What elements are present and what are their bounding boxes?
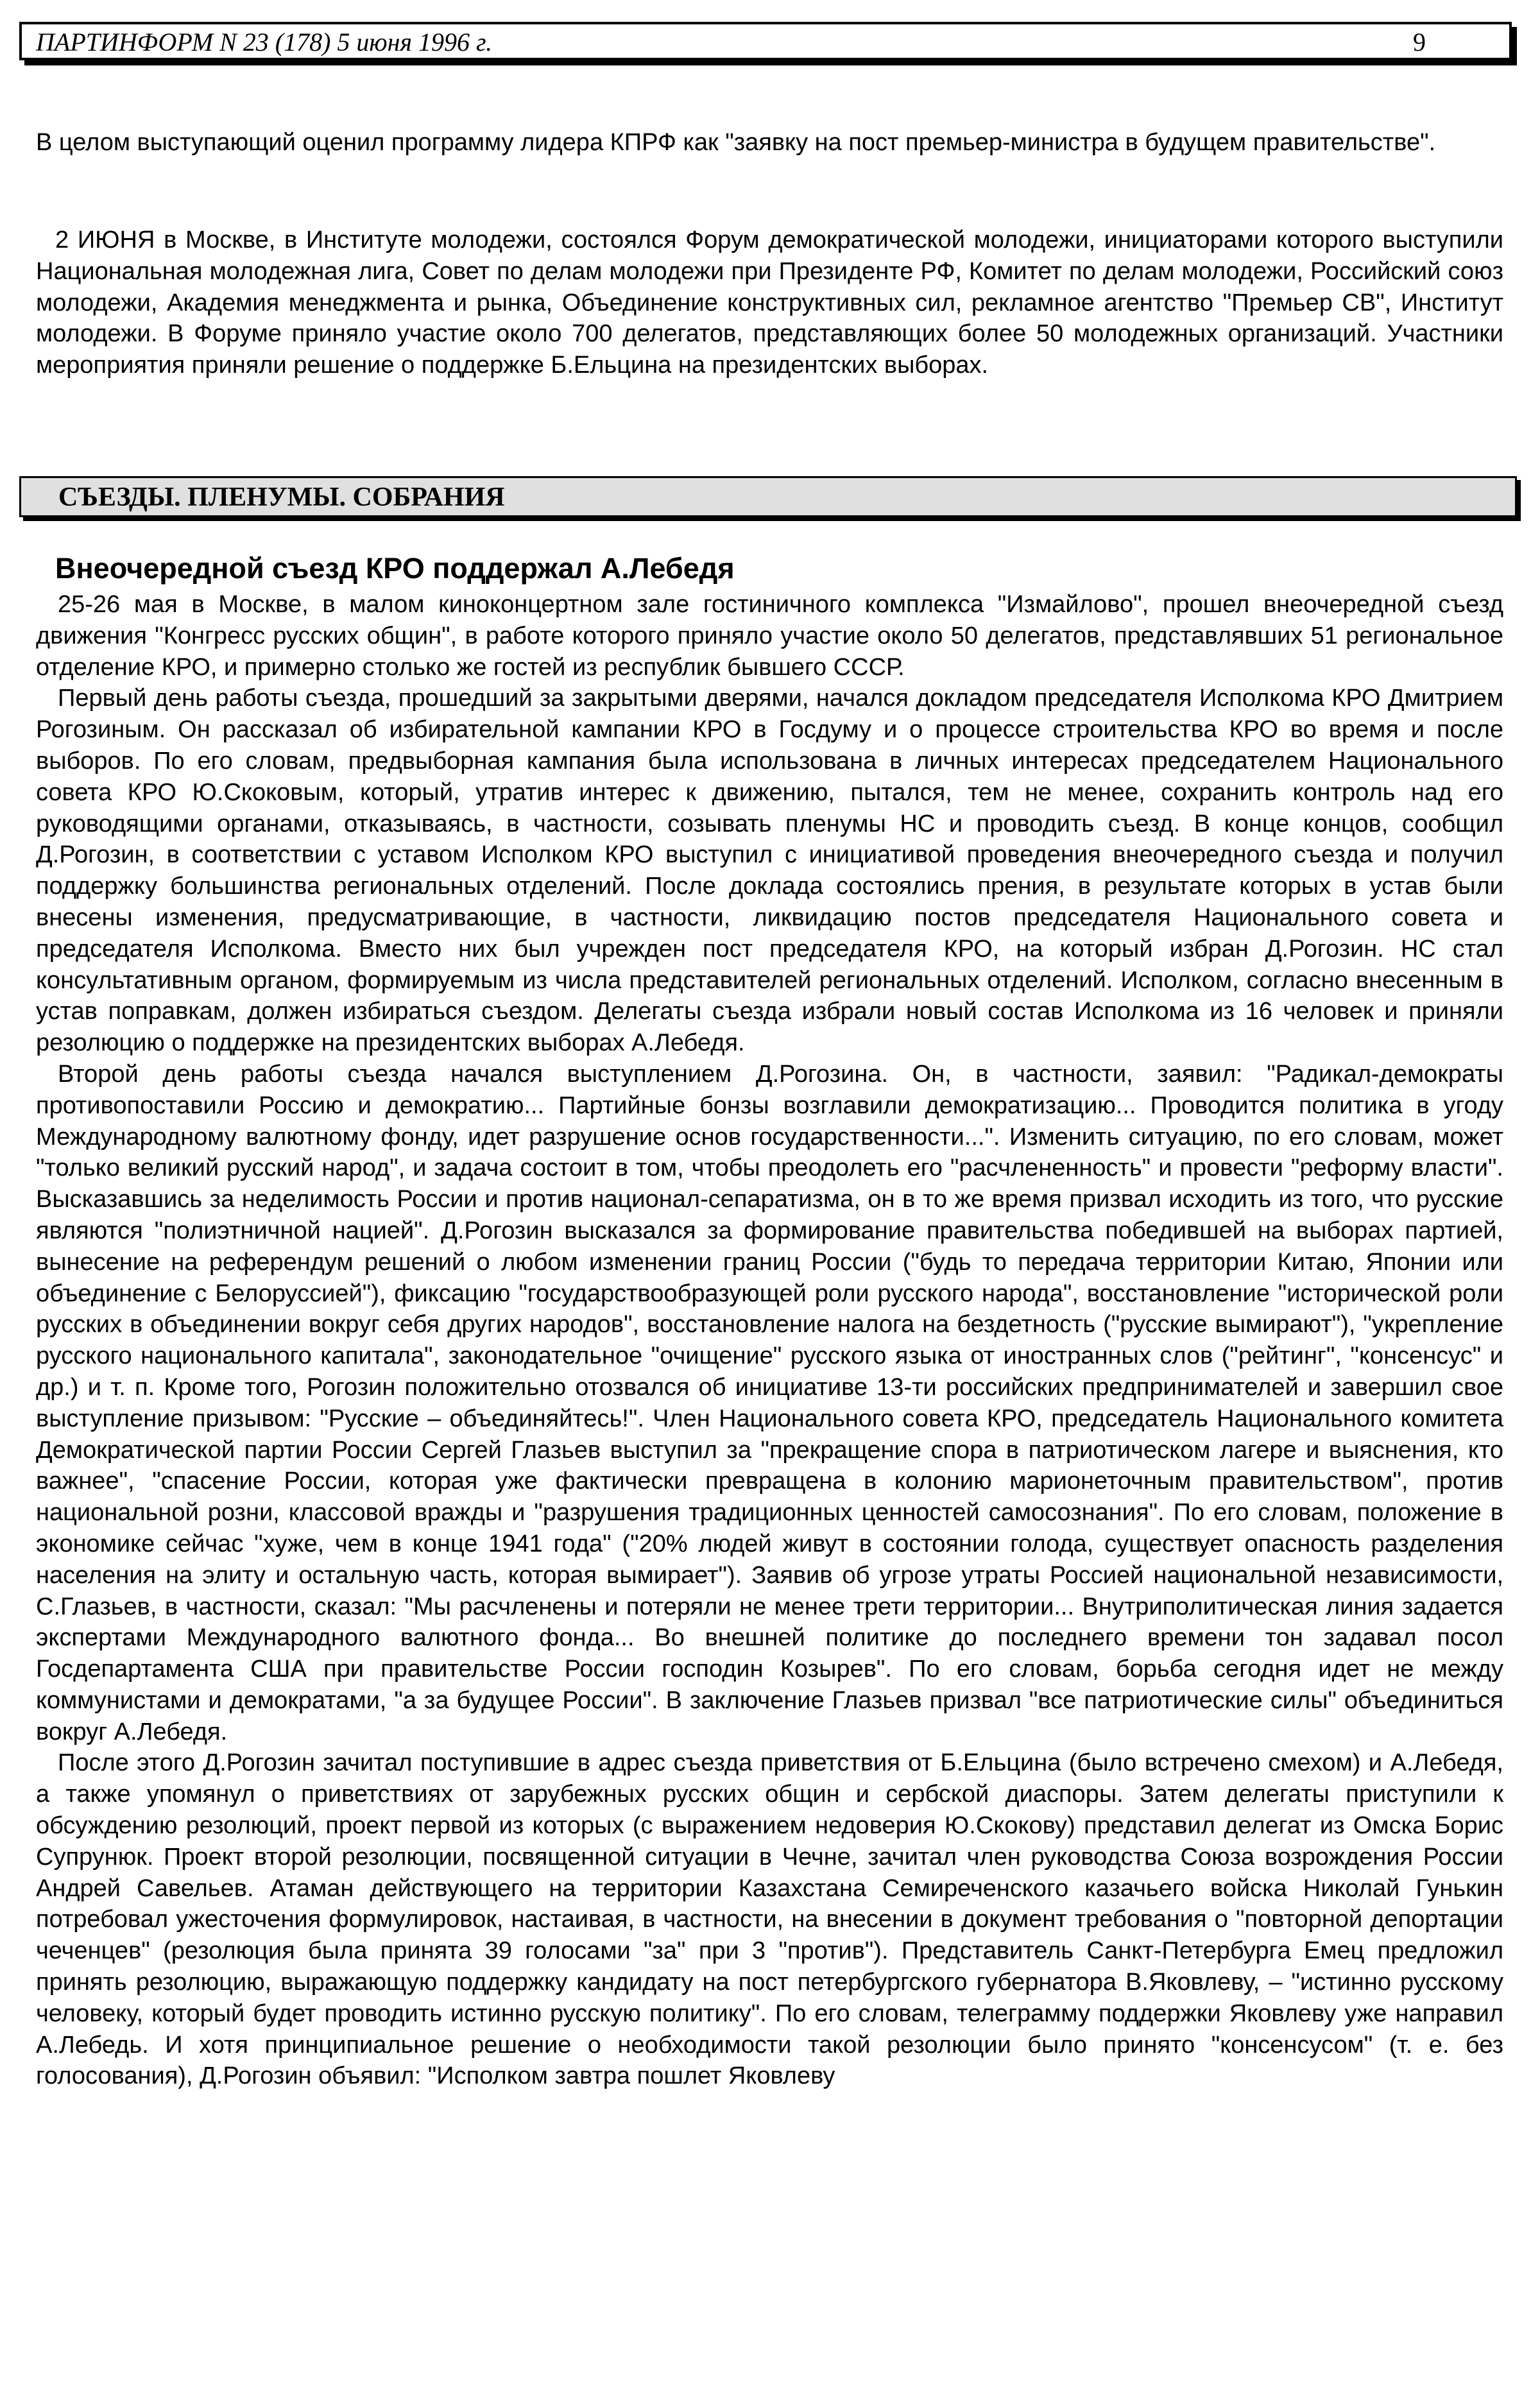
intro-paragraph-2: 2 ИЮНЯ в Москве, в Институте молодежи, состоялся Форум демократической молодежи, инициаторами которого выступили Национальная молодежная лига, Совет по делам молодежи при Президенте РФ, Комитет по делам молодежи, Российский союз молодежи, Академия менеджмента и рынка, Объединение конструктивных сил, рекламное агентство "Премьер СВ", Институт молодежи. В Форуме приняло участие около 700 делегатов, представляющих более 50 молодежных организаций. Участники мероприятия приняли решение о поддержке Б.Ельцина на президентских выборах. [36, 227, 1503, 379]
article-paragraph-3: Второй день работы съезда начался выступлением Д.Рогозина. Он, в частности, заявил: "Радикал-демократы противопоставили Россию и демократию... Партийные бонзы возглавили демократизацию... Проводится политика в угоду Международному валютному фонду, идет разрушение основ государственности...". Изменить ситуацию, по его словам, может "только великий русский народ", и задача состоит в том, чтобы преодолеть его "расчлененность" и провести "реформу власти". Высказавшись за неделимость России и против национал-сепаратизма, он в то же время призвал исходить из того, что русские являются "полиэтничной нацией". Д.Рогозин высказался за формирование правительства победившей на выборах партией, вынесение на референдум решений о любом изменении границ России ("будь то передача территории Китаю, Японии или объединение с Белоруссией"), фиксацию "государствообразующей роли русского народа", восстановление "исторической роли русских в объединении вокруг себя других народов", восстановление налога на бездетность ("русские вымирают"), "укрепление русского национального капитала", законодательное "очищение" русского языка от иностранных слов ("рейтинг", "консенсус" и др.) и т. п. Кроме того, Рогозин положительно отозвался об инициативе 13-ти российских предпринимателей и завершил свое выступление призывом: "Русские – объединяйтесь!". Член Национального совета КРО, председатель Национального комитета Демократической партии России Сергей Глазьев выступил за "прекращение спора в патриотическом лагере и выяснения, кто важнее", "спасение России, которая уже фактически превращена в колонию марионеточным правительством", против национальной розни, классовой вражды и "разрушения традиционных ценностей самосознания". По его словам, положение в экономике сейчас "хуже, чем в конце 1941 года" ("20% людей живут в состоянии голода, существует опасность разделения населения на элиту и остальную часть, которая вымирает"). Заявив об угрозе утраты Россией национальной независимости, С.Глазьев, в частности, сказал: "Мы расчленены и потеряли не менее трети территории... Внутриполитическая линия задается экспертами Международного валютного фонда... Во внешней политике до последнего времени тон задавал посол Госдепартамента США при правительстве России господин Козырев". По его словам, борьба сегодня идет не между коммунистами и демократами, "а за будущее России". В заключение Глазьев призвал "все патриотические силы" объединиться вокруг А.Лебедя. [36, 1060, 1503, 1745]
publication-title: ПАРТИНФОРМ N 23 (178) 5 июня 1996 г. [36, 28, 493, 56]
article-paragraph-2: Первый день работы съезда, прошедший за закрытыми дверями, начался докладом председателя Исполкома КРО Дмитрием Рогозиным. Он рассказал об избирательной кампании КРО в Госдуму и о процессе строительства КРО во время и после выборов. По его словам, предвыборная кампания была использована в личных интересах председателем Национального совета КРО Ю.Скоковым, который, утратив интерес к движению, пытался, тем не менее, сохранить контроль над его руководящими органами, отказываясь, в частности, созывать пленумы НС и проводить съезд. В конце концов, сообщил Д.Рогозин, в соответствии с уставом Исполком КРО выступил с инициативой проведения внеочередного съезда и получил поддержку большинства региональных отделений. После доклада состоялись прения, в результате которых в устав были внесены изменения, предусматривающие, в частности, ликвидацию постов председателя Национального совета и председателя Исполкома. Вместо них был учрежден пост председателя КРО, на который избран Д.Рогозин. НС стал консультативным органом, формируемым из числа представителей региональных отделений. Исполком, согласно внесенным в устав поправкам, должен избираться съездом. Делегаты съезда избрали новый состав Исполкома из 16 человек и приняли резолюцию о поддержке на президентских выборах А.Лебедя. [36, 685, 1503, 1057]
article-body [36, 589, 1503, 2092]
section-title: СЪЕЗДЫ. ПЛЕНУМЫ. СОБРАНИЯ [58, 483, 505, 512]
intro-paragraph-1: В целом выступающий оценил программу лидера КПРФ как "заявку на пост премьер-министра в будущем правительстве". [36, 129, 1436, 156]
section-heading-bar [19, 476, 1517, 517]
article-paragraph-1: 25-26 мая в Москве, в малом киноконцертном зале гостиничного комплекса "Измайлово", прошел внеочередной съезд движения "Конгресс русских общин", в работе которого приняло участие около 50 делегатов, представлявших 51 региональное отделение КРО, и примерно столько же гостей из республик бывшего СССР. [36, 591, 1503, 681]
article-paragraph-4: После этого Д.Рогозин зачитал поступившие в адрес съезда приветствия от Б.Ельцина (было встречено смехом) и А.Лебедя, а также упомянул о приветствиях от зарубежных русских общин и сербской диаспоры. Затем делегаты приступили к обсуждению резолюций, проект первой из которых (с выражением недоверия Ю.Скокову) представил делегат из Омска Борис Супрунюк. Проект второй резолюции, посвященной ситуации в Чечне, зачитал член руководства Союза возрождения России Андрей Савельев. Атаман действующего на территории Казахстана Семиреченского казачьего войска Николай Гунькин потребовал ужесточения формулировок, настаивая, в частности, на внесении в документ требования о "повторной депортации чеченцев" (резолюция была принята 39 голосами "за" при 3 "против"). Представитель Санкт-Петербурга Емец предложил принять резолюцию, выражающую поддержку кандидату на пост петербургского губернатора В.Яковлеву, – "истинно русскому человеку, который будет проводить истинно русскую политику". По его словам, телеграмму поддержки Яковлеву уже направил А.Лебедь. И хотя принципиальное решение о необходимости такой резолюции было принято "консенсусом" (т. е. без голосования), Д.Рогозин объявил: "Исполком завтра пошлет Яковлеву [36, 1749, 1503, 2090]
running-header [19, 22, 1512, 60]
page-number: 9 [1413, 28, 1426, 56]
article-headline: Внеочередной съезд КРО поддержал А.Лебедя [55, 552, 735, 585]
